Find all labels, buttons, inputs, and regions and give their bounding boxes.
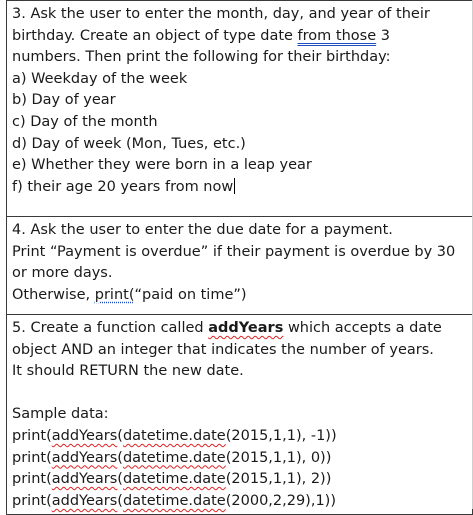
- q5-line-2: object AND an integer that indicates the number of years.: [12, 341, 434, 358]
- q3-item-c: c) Day of the month: [12, 113, 158, 130]
- text-cursor: [234, 178, 235, 194]
- assignment-table: [6, 0, 473, 515]
- sample-3-paren: (: [117, 471, 123, 488]
- q5-line-1-tail: which accepts a date: [283, 320, 442, 336]
- grammar-flag-from-those[interactable]: from those: [297, 27, 377, 44]
- sample-3-print: print(: [12, 471, 52, 488]
- q3-item-f: [12, 177, 466, 199]
- sample-4-fn[interactable]: addYears: [51, 492, 118, 509]
- sample-3-datetime[interactable]: datetime.date: [122, 471, 226, 488]
- sample-1-args: (2015,1,1), -1)): [225, 427, 337, 444]
- q3-item-d: d) Day of week (Mon, Tues, etc.): [12, 135, 246, 152]
- q3-line-3: numbers. Then print the following for their birthday:: [12, 49, 391, 66]
- question-5-cell[interactable]: [7, 315, 473, 515]
- sample-4-datetime[interactable]: datetime.date: [122, 492, 226, 509]
- sample-4-print: print(: [12, 492, 52, 509]
- sample-2-fn[interactable]: addYears: [51, 449, 118, 466]
- sample-4-paren: (: [117, 492, 123, 509]
- sample-1-datetime[interactable]: datetime.date: [122, 427, 226, 444]
- q3-line-2-tail: 3: [376, 27, 390, 44]
- q4-line-1: 4. Ask the user to enter the due date for a payment.: [12, 222, 393, 238]
- sample-2-args: (2015,1,1), 0)): [225, 449, 332, 466]
- q4-line-4-text: Otherwise,: [12, 286, 95, 303]
- q5-line-1: [12, 318, 466, 340]
- question-4-cell[interactable]: [7, 217, 473, 315]
- sample-1-fn[interactable]: addYears: [51, 427, 118, 444]
- sample-4-args: (2000,2,29),1)): [225, 492, 336, 509]
- question-3-cell[interactable]: [7, 1, 473, 217]
- sample-3-fn[interactable]: addYears: [51, 471, 118, 488]
- blank-line: [12, 383, 466, 405]
- q4-line-2: Print “Payment is overdue” if their payment is overdue by 30: [12, 243, 456, 260]
- sample-line-1: [12, 426, 466, 448]
- q4-line-4: [12, 285, 466, 307]
- q5-line-3: It should RETURN the new date.: [12, 363, 244, 380]
- q3-line-1: 3. Ask the user to enter the month, day, and year of their: [12, 6, 430, 22]
- sample-data-label: Sample data:: [12, 406, 109, 423]
- sample-line-4: [12, 491, 466, 513]
- q4-line-3: or more days.: [12, 265, 113, 282]
- sample-line-2: [12, 448, 466, 470]
- sample-1-paren: (: [117, 427, 123, 444]
- q3-line-2-text: birthday. Create an object of type date: [12, 27, 298, 44]
- q3-item-b: b) Day of year: [12, 92, 116, 109]
- q3-item-f-text: f) their age 20 years from now: [12, 178, 234, 195]
- sample-2-datetime[interactable]: datetime.date: [122, 449, 226, 466]
- q3-item-e: e) Whether they were born in a leap year: [12, 157, 312, 174]
- sample-line-3: [12, 469, 466, 491]
- spell-flag-print[interactable]: print(: [94, 286, 135, 303]
- sample-2-print: print(: [12, 449, 52, 466]
- q4-line-4-tail: “paid on time”): [134, 286, 247, 303]
- q3-line-2: [12, 26, 466, 48]
- q5-line-1-text: 5. Create a function called: [12, 320, 209, 336]
- sample-3-args: (2015,1,1), 2)): [225, 471, 332, 488]
- sample-2-paren: (: [117, 449, 123, 466]
- sample-1-print: print(: [12, 427, 52, 444]
- q3-item-a: a) Weekday of the week: [12, 70, 188, 87]
- spell-flag-addyears[interactable]: addYears: [208, 320, 284, 336]
